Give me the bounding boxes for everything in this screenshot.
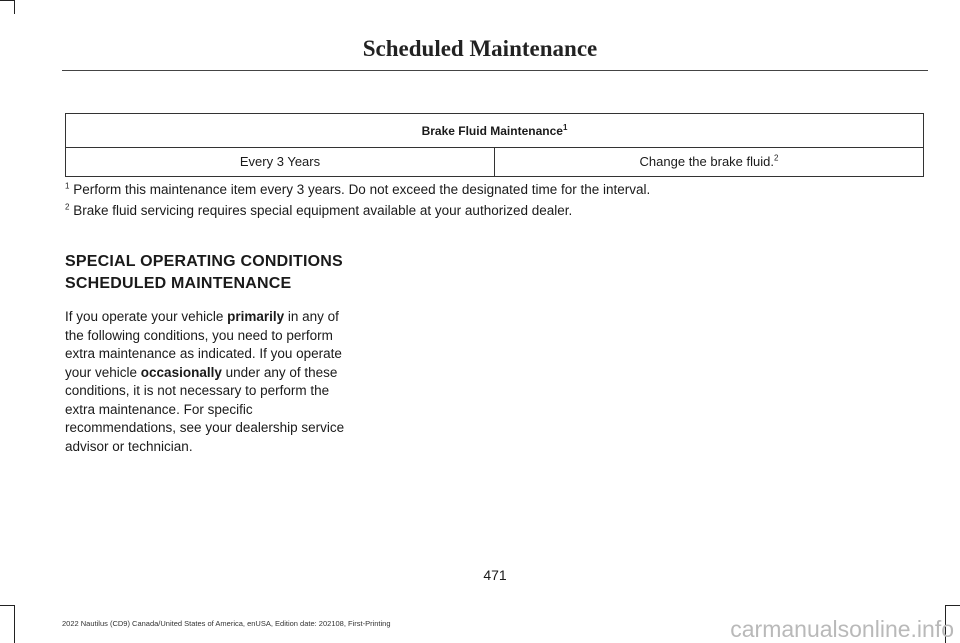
- footnote-marker: 2: [65, 202, 70, 212]
- action-footnote-ref: 2: [773, 153, 779, 163]
- para-text: If you operate your vehicle: [65, 309, 228, 324]
- edition-footer: 2022 Nautilus (CD9) Canada/United States of America, enUSA, Edition date: 202108, First-Printing: [62, 619, 391, 628]
- page-number: 471: [483, 567, 507, 583]
- footnote-text: Perform this maintenance item every 3 years. Do not exceed the designated time for the interval.: [69, 182, 651, 197]
- table-cell-interval: [66, 148, 495, 177]
- watermark: carmanualsonline.info: [730, 616, 954, 642]
- crop-mark: [14, 0, 15, 14]
- table-cell-action: [495, 148, 924, 177]
- para-text: in any of the following conditions, you need to perform extra maintenance as indicated. If you operate your vehicle: [65, 309, 342, 380]
- table-title-text: Brake Fluid Maintenance: [421, 123, 563, 138]
- para-text: under any of these conditions, it is not necessary to perform the extra maintenance. For specific recommendations, see your dealership service advisor or technician.: [65, 364, 345, 454]
- footnote-2: [65, 203, 572, 218]
- footnote-text: Brake fluid servicing requires special equipment available at your authorized dealer.: [73, 203, 573, 218]
- crop-mark: [0, 0, 14, 1]
- crop-mark: [946, 605, 960, 606]
- footnote-marker: 1: [65, 181, 70, 191]
- interval-text: Every 3 Years: [239, 154, 321, 169]
- para-emphasis-primarily: primarily: [227, 309, 285, 324]
- section-heading-scheduled-maintenance: SCHEDULED MAINTENANCE: [65, 275, 292, 292]
- page-header-title: Scheduled Maintenance: [362, 36, 598, 61]
- table-title-footnote-ref: 1: [562, 122, 568, 132]
- para-emphasis-occasionally: occasionally: [140, 364, 222, 380]
- table-title: [66, 114, 924, 148]
- table-row: [66, 148, 924, 177]
- crop-mark: [14, 605, 15, 643]
- crop-mark: [0, 605, 14, 606]
- brake-fluid-table: [65, 113, 924, 177]
- footnote-1: [65, 182, 650, 197]
- header-divider: [62, 70, 928, 71]
- section-heading-special-conditions: SPECIAL OPERATING CONDITIONS: [65, 253, 343, 270]
- table-header-row: [66, 114, 924, 148]
- action-text: Change the brake fluid.: [639, 154, 774, 169]
- section-paragraph: [65, 308, 345, 456]
